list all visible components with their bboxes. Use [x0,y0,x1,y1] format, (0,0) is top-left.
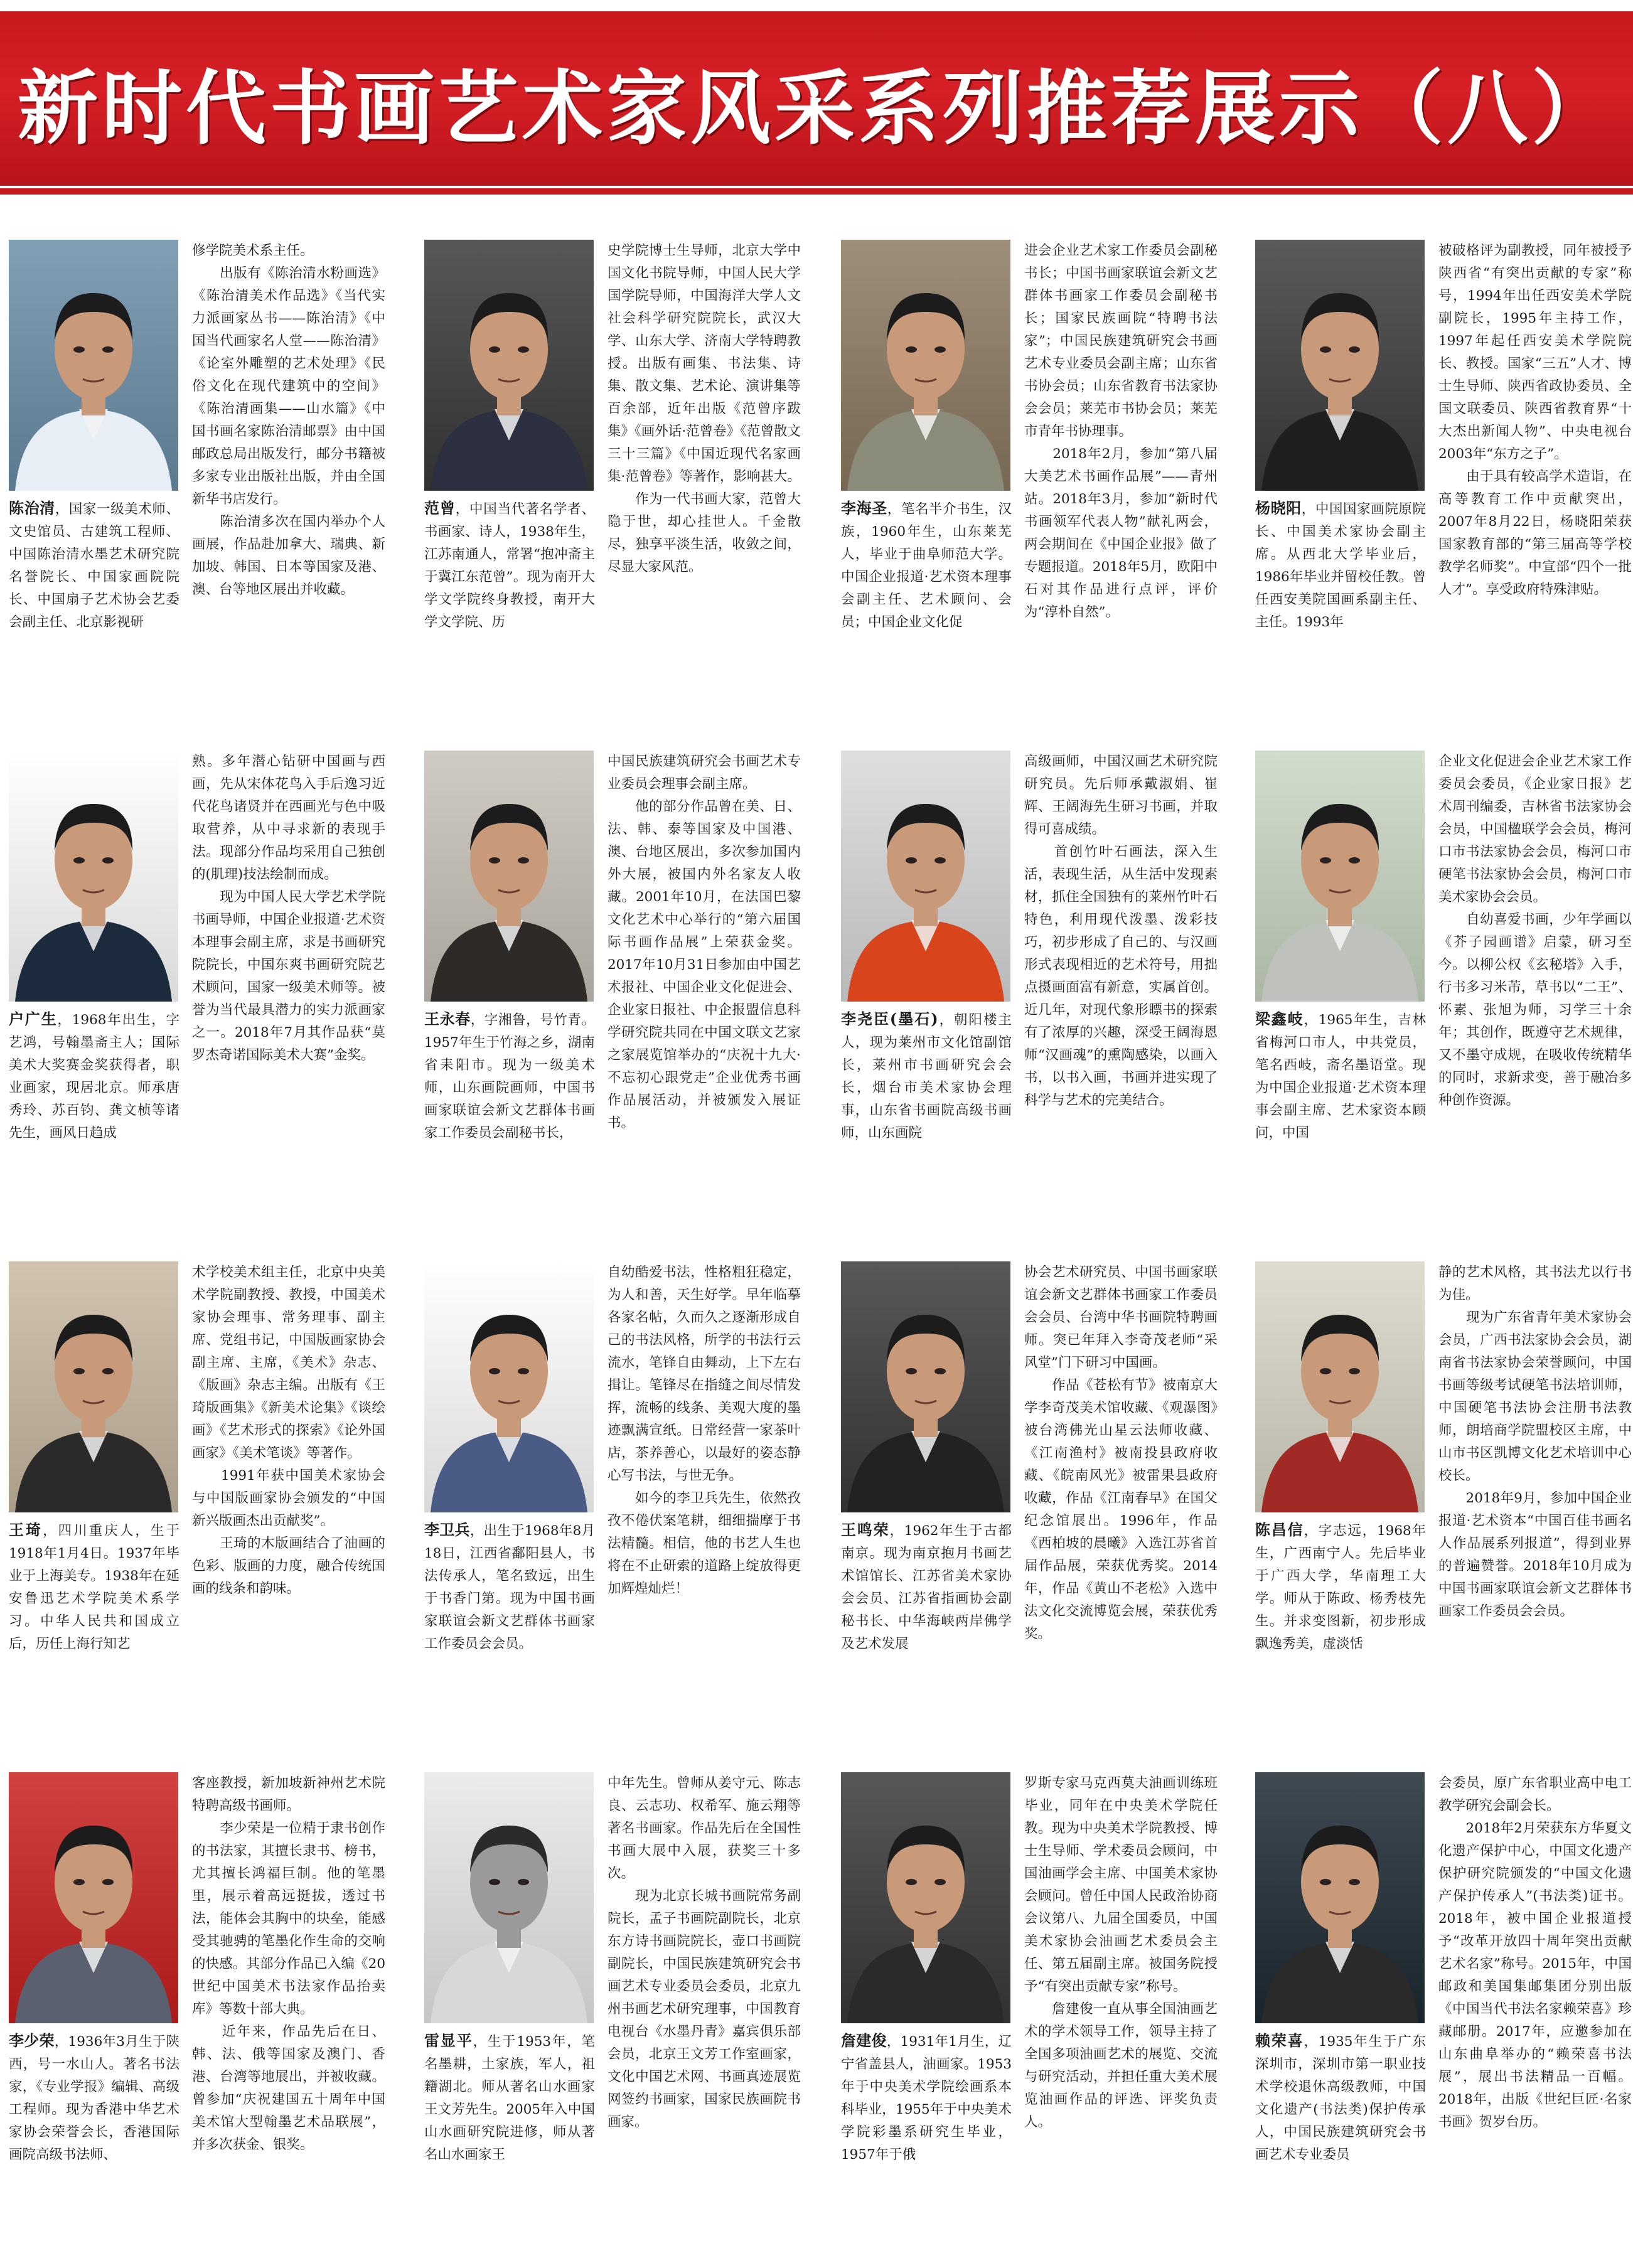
artist-intro [1255,2030,1426,2268]
artist-intro [1255,497,1426,735]
artist-biography-text: 高级画师，中国汉画艺术研究院研究员。先后师承戴淑娟、崔辉、王阔海先生研习书画，并取得可喜成绩。 首创竹叶石画法，深入生活，表现生活，从生活中发现素材，抓住全国独有的莱州竹叶石特色，利用现代泼墨、泼彩技巧，初步形成了自己的、与汉画形式表现相近的艺术符号，用拙点摄画面富有新意，实属首创。近几年，对现代象形瞟书的探索有了浓厚的兴趣，深受王阔海恩师“汉画魂”的熏陶感染，以画入书，以书入画，书画并进实现了科学与艺术的完美结合。 [1024,754,1218,1108]
artist-portrait-photo [1255,240,1425,491]
artist-biography-text: 会委员，原广东省职业高中电工教学研究会副会长。 2018年2月荣获东方华夏文化遗产保护中心，中国文化遗产保护研究院颁发的“中国文化遗产保护传承人”(书法类)证书。2018年，被中国企业报道授予“改革开放四十周年突出贡献艺术名家”称号。2015年，中国邮政和美国集邮集团分别出版《中国当代书法名家赖荣喜》珍藏邮册。2017年，应邀参加在山东曲阜举办的“赖荣喜书法展”，展出书法精品一百幅。2018年，出版《世纪巨匠·名家书画》贺岁台历。 [1438,1775,1632,2130]
artist-name: 赖荣喜 [1255,2031,1304,2050]
artist-card [9,1261,385,1757]
artist-intro [841,1008,1012,1246]
artist-portrait-photo [1255,1772,1425,2023]
artist-biography-text: 熟。多年潜心钻研中国画与西画，先从宋体花鸟入手后逸习近代花鸟诸贤并在西画光与色中吸取营养，从中寻求新的表现手法。现部分作品均采用自己独创的(肌理)技法绘制而成。 现为中国人民大学艺术学院书画导师，中国企业报道·艺术资本理事会副主席，求是书画研究院院长，中国东爽书画研究院艺术顾问，国家一级美术师等。被誉为当代最具潜力的实力派画家之一。2018年7月其作品获“莫罗杰奇诺国际美术大赛”金奖。 [192,754,385,1063]
artist-card [424,1772,801,2268]
artist-intro-text: ，1936年3月生于陕西，号一水山人。著名书法家，《专业学报》编辑、高级工程师。现为香港中华艺术家协会荣誉会长，香港国际画院高级书法师、 [9,2034,179,2163]
artist-biography-text: 史学院博士生导师，北京大学中国文化书院导师，中国人民大学国学院导师，中国海洋大学人文社会科学研究院院长，武汉大学、山东大学、济南大学特聘教授。出版有画集、书法集、诗集、散文集、艺术论、演讲集等百余部，近年出版《范曾序跋集》《画外话·范曾卷》《范曾散文三十三篇》《中国近现代名家画集·范曾卷》等著作，影响甚大。 作为一代书画大家，范曾大隐于世，却心挂世人。千金散尽，独享平淡生活，收敛之间，尽显大家风范。 [608,243,801,575]
artist-name: 梁鑫岐 [1255,1010,1304,1028]
artist-biography-text: 静的艺术风格，其书法尤以行书为佳。 现为广东省青年美术家协会会员，广西书法家协会会员，湖南省书法家协会荣誉顾问，中国书画等级考试硬笔书法培训师，中国硬笔书法协会注册书法教师，朗培商学院盟校区主席，中山市书区凯博文化艺术培训中心校长。 2018年9月，参加中国企业报道·艺术资本“中国百佳书画名人作品展系列报道”，得到业界的普遍赞誉。2018年10月成为中国书画家联谊会新文艺群体书画家工作委员会会员。 [1438,1265,1632,1619]
artist-portrait-photo [424,240,594,491]
artist-name: 王鸣荣 [841,1521,890,1539]
artist-card [1255,240,1632,735]
artist-portrait-photo [841,751,1010,1002]
artist-biography-text: 自幼酷爱书法，性格粗狂稳定，为人和善，天生好学。早年临摹各家名帖，久而久之逐渐形成自己的书法风格，所学的书法行云流水，笔锋自由舞动，上下左右揖让。笔锋尽在指缝之间尽情发挥，流畅的线条、美观大度的墨迹飘满宣纸。日常经营一家茶叶店，茶养善心，以最好的姿态静心写书法，与世无争。 如今的李卫兵先生，依然孜孜不倦伏案笔耕，细细揣摩于书法精髓。相信，他的书艺人生也将在不止研索的道路上绽放得更加辉煌灿烂！ [608,1265,801,1597]
artist-intro-text: ，1935年生于广东深圳市，深圳市第一职业技术学校退休高级教师，中国文化遗产(书法类)保护传承人，中国民族建筑研究会书画艺术专业委员 [1255,2034,1426,2163]
artist-intro [9,497,179,735]
artist-card [841,240,1218,735]
artist-biography-text: 修学院美术系主任。 出版有《陈治清水粉画选》《陈治清美术作品选》《当代实力派画家丛书——陈治清》《中国当代画家名人堂——陈治清》《论室外雕塑的艺术处理》《民俗文化在现代建筑中的空间》《陈治清画集——山水篇》《中国书画名家陈治清邮票》由中国邮政总局出版发行，邮分书籍被多家专业出版社出版，并由全国新华书店发行。 陈治清多次在国内举办个人画展，作品赴加拿大、瑞典、新加坡、韩国、日本等国家及港、澳、台等地区展出并收藏。 [192,243,385,597]
artist-card [424,240,801,735]
artist-card [9,1772,385,2268]
artist-portrait-photo [9,1261,178,1512]
artist-biography-text: 中年先生。曾师从姜守元、陈志良、云志功、权希军、施云翔等著名书画家。作品先后在全国性书画大展中入展，获奖三十多次。 现为北京长城书画院常务副院长，孟子书画院副院长，北京东方诗书画院院长，壶口书画院副院长，中国民族建筑研究会书画艺术专业委员会委员，北京九州书画艺术研究理事，中国教育电视台《水墨丹青》嘉宾俱乐部会员，北京王文芳工作室画家，文化中国艺术网、书画真迹展览网签约书画家，国家民族画院书画家。 [608,1775,801,2130]
artist-portrait-photo [841,1261,1010,1512]
artist-name: 李尧臣(墨石) [841,1010,938,1028]
artist-intro-text: ，出生于1968年8月18日，江西省鄱阳县人，书法传承人，笔名致远，出生于书香门第。现为中国书画家联谊会新文艺群体书画家工作委员会会员。 [424,1523,595,1652]
artist-card [9,240,385,735]
artist-intro-text: ，字湘鲁，号竹青。1957年生于竹海之乡，湖南省耒阳市。现为一级美术师，山东画院画师，中国书画家联谊会新文艺群体书画家工作委员会副秘书长， [424,1012,595,1141]
artist-intro [424,1519,595,1757]
artist-name: 范曾 [424,499,456,517]
artist-portrait-photo [9,240,178,491]
artist-portrait-photo [9,1772,178,2023]
artist-intro-text: ，中国国家画院原院长、中国美术家协会副主席。从西北大学毕业后，1986年毕业并留校任教。曾任西安美院国画系副主任、主任。1993年 [1255,501,1426,630]
artist-intro [9,1519,179,1757]
header-banner [0,0,1633,213]
artist-intro-text: ，中国当代著名学者、书画家、诗人，1938年生，江苏南通人，常署“抱冲斋主于冀江东范曾”。现为南开大学文学院终身教授，南开大学文学院、历 [424,501,595,630]
artist-intro [841,2030,1012,2268]
artist-intro-text: ，国家一级美术师、文史馆员、古建筑工程师、中国陈治清水墨艺术研究院名誉院长、中国家画院院长、中国扇子艺术协会艺委会副主任、北京影视研 [9,501,179,630]
artist-name: 王琦 [9,1521,43,1539]
artist-intro-text: ，1931年1月生，辽宁省盖县人，油画家。1953年于中央美术学院绘画系本科毕业，1955年于中央美术学院彩墨系研究生毕业，1957年于俄 [841,2034,1012,2163]
artist-intro-text: ，字志远，1968年生，广西南宁人。先后毕业于广西大学，华南理工大学。师从于陈政、杨秀枝先生。并求变图新，初步形成飘逸秀美，虚淡恬 [1255,1523,1426,1652]
artist-biography-text: 术学校美术组主任，北京中央美术学院副教授、教授，中国美术家协会理事、常务理事、副主席、党组书记，中国版画家协会副主席、主席，《美术》杂志、《版画》杂志主编。出版有《王琦版画集》《新美术论集》《谈绘画》《艺术形式的探索》《论外国画家》《美术笔谈》等著作。 1991年获中国美术家协会与中国版画家协会颁发的“中国新兴版画杰出贡献奖”。 王琦的木版画结合了油画的色彩、版画的力度，融合传统国画的线条和韵味。 [192,1265,385,1597]
artist-intro-text: ，四川重庆人，生于1918年1月4日。1937年毕业于上海美专。1938年在延安鲁迅艺术学院美术系学习。中华人民共和国成立后，历任上海行知艺 [9,1523,179,1652]
artist-intro-text: ，1965年生，吉林省梅河口市人，中共党员，笔名西岐，斋名墨语堂。现为中国企业报道·艺术资本理事会副主席、艺术家资本顾问，中国 [1255,1012,1426,1141]
artist-portrait-photo [424,1772,594,2023]
artist-card [841,1261,1218,1757]
artist-name: 陈昌信 [1255,1521,1304,1539]
artist-name: 陈治清 [9,499,55,517]
artist-card [9,751,385,1246]
artist-intro-text: ，1962年生于古都南京。现为南京抱月书画艺术馆馆长、江苏省美术家协会会员、江苏省指画协会副秘书长、中华海峡两岸佛学及艺术发展 [841,1523,1012,1652]
banner-rule [0,188,1633,195]
artist-biography-text: 被破格评为副教授，同年被授予陕西省“有突出贡献的专家”称号，1994年出任西安美术学院副院长，1995年主持工作，1997年起任西安美术学院院长、教授。国家“三五”人才、博士生导师、陕西省政协委员、全国文联委员、陕西省教育界“十大杰出新闻人物”、中央电视台2003年“东方之子”。 由于具有较高学术造诣，在高等教育工作中贡献突出，2007年8月22日，杨晓阳荣获国家教育部的“第三届高等学校教学名师奖”。中宣部“四个一批人才”。享受政府特殊津贴。 [1438,243,1632,597]
artist-portrait-photo [841,1772,1010,2023]
artist-intro [424,1008,595,1246]
artist-card [424,1261,801,1757]
artist-intro [841,497,1012,735]
artist-portrait-photo [424,751,594,1002]
artist-biography-text: 中国民族建筑研究会书画艺术专业委员会理事会副主席。 他的部分作品曾在美、日、法、韩、泰等国家及中国港、澳、台地区展出，多次参加国内外大展，被国内外名家友人收藏。2001年10月，在法国巴黎文化艺术中心举行的“第六届国际书画作品展”上荣获金奖。2017年10月31日参加由中国艺术报社、中国企业文化促进会、企业家日报社、中企报盟信息科学研究院共同在中国文联文艺家之家展览馆举办的“庆祝十九大·不忘初心跟党走”企业优秀书画作品展活动，并被颁发入展证书。 [608,754,801,1131]
artist-name: 户广生 [9,1010,58,1028]
artist-biography-text: 企业文化促进会企业艺术家工作委员会委员，《企业家日报》艺术周刊编委，吉林省书法家协会会员，中国楹联学会会员，梅河口市书法家协会会员，梅河口市硬笔书法家协会会员，梅河口市美术家协会会员。 自幼喜爱书画，少年学画以《芥子园画谱》启蒙，研习至今。以柳公权《玄秘塔》入手，行书多习米芾，草书以“二王”、怀素、张旭为师，习学三十余年；其创作，既遵守艺术规律，又不墨守成规，在吸收传统精华的同时，求新求变，善于融冶多种创作资源。 [1438,754,1632,1108]
artist-intro [9,1008,179,1246]
artist-intro [1255,1008,1426,1246]
artist-portrait-photo [1255,1261,1425,1512]
artist-name: 李海圣 [841,499,887,517]
artist-intro-text: ，笔名半介书生，汉族，1960年生，山东莱芜人，毕业于曲阜师范大学。中国企业报道·艺术资本理事会副主任、艺术顾问、会员；中国企业文化促 [841,501,1012,630]
artist-portrait-photo [1255,751,1425,1002]
artist-biography-text: 罗斯专家马克西莫夫油画训练班毕业，同年在中央美术学院任教。现为中央美术学院教授、博士生导师、学术委员会顾问，中国油画学会主席、中国美术家协会顾问。曾任中国人民政治协商会议第八、九届全国委员，中国美术家协会油画艺术委员会主任、第五届副主席。被国务院授予“有突出贡献专家”称号。 詹建俊一直从事全国油画艺术的学术领导工作，领导主持了全国多项油画艺术的展览、交流与研究活动，并担任重大美术展览油画作品的评选、评奖负责人。 [1024,1775,1218,2130]
artist-name: 王永春 [424,1010,471,1028]
artist-intro-text: ，生于1953年，笔名墨耕，土家族，军人，祖籍湖北。师从著名山水画家王文芳先生。2005年入中国山水画研究院进修，师从著名山水画家王 [424,2034,595,2163]
artist-biography-text: 协会艺术研究员、中国书画家联谊会新文艺群体书画家工作委员会会员、台湾中华书画院特聘画师。突已年拜入李奇茂老师“采风堂”门下研习中国画。 作品《苍松有节》被南京大学李奇茂美术馆收藏、《观瀑图》被台湾佛光山星云法师收藏、《江南渔村》被南投县政府收藏、《皖南风光》被雷果县政府收藏，作品《江南春早》在国父纪念馆展出。1996年，作品《西柏坡的晨曦》入选江苏省首届作品展，荣获优秀奖。2014年，作品《黄山不老松》入选中法文化交流博览会展，荣获优秀奖。 [1024,1265,1218,1642]
page-title: 新时代书画艺术家风采系列推荐展示（八） [17,62,1615,156]
artist-card [841,1772,1218,2268]
artist-biography-text: 客座教授，新加坡新神州艺术院特聘高级书画师。 李少荣是一位精于隶书创作的书法家，其擅长隶书、榜书，尤其擅长鸿福巨制。他的笔墨里，展示着高远挺拔，透过书法，能体会其胸中的块垒，能感受其驰骋的笔墨化作生命的交响的快感。其部分作品已入编《20世纪中国美术书法家作品抬卖库》等数十部大典。 近年来，作品先后在日、韩、法、俄等国家及澳门、香港、台湾等地展出，并被收藏。曾参加“庆祝建国五十周年中国美术馆大型翰墨艺术品联展”，并多次获金、银奖。 [192,1775,385,2153]
artist-card [424,751,801,1246]
artist-name: 李少荣 [9,2031,55,2050]
artist-intro-text: ，朝阳楼主人，现为莱州市文化馆副馆长，莱州市书画研究会会长，烟台市美术家协会理事，山东省书画院高级书画师，山东画院 [841,1012,1012,1141]
artist-biography-text: 进会企业艺术家工作委员会副秘书长；中国书画家联谊会新文艺群体书画家工作委员会副秘书长；国家民族画院“特聘书法家”；中国民族建筑研究会书画艺术专业委员会副主席；山东省书协会员；山东省教育书法家协会会员；莱芜市书协会员；莱芜市青年书协理事。 2018年2月，参加“第八届大美艺术书画作品展”——青州站。2018年3月，参加“新时代书画领军代表人物”献礼两会，两会期间在《中国企业报》做了专题报道。2018年5月，欧阳中石对其作品进行点评，评价为“淳朴自然”。 [1024,243,1218,620]
artist-intro [841,1519,1012,1757]
artist-intro [9,2030,179,2268]
artist-name: 詹建俊 [841,2031,887,2050]
artist-card [841,751,1218,1246]
artist-card [1255,751,1632,1246]
artist-intro-text: ，1968年出生，字艺鸿，号翰墨斋主人；国际美术大奖赛金奖获得者，职业画家，现居北京。师承唐秀玲、苏百钧、龚文桢等诸先生，画风日趋成 [9,1012,179,1141]
artist-name: 雷显平 [424,2031,473,2050]
artist-portrait-photo [841,240,1010,491]
artist-portrait-photo [424,1261,594,1512]
artist-intro [424,497,595,735]
artist-intro [1255,1519,1426,1757]
artist-portrait-photo [9,751,178,1002]
artist-intro [424,2030,595,2268]
artist-name: 杨晓阳 [1255,499,1302,517]
artist-card [1255,1772,1632,2268]
artist-card [1255,1261,1632,1757]
artist-name: 李卫兵 [424,1521,470,1539]
